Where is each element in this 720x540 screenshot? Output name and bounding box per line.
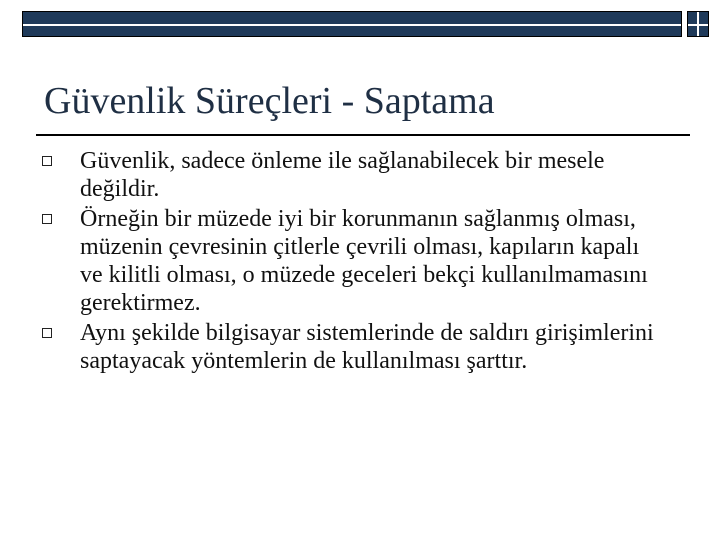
bullet-item (42, 147, 662, 203)
bullet-item (42, 319, 662, 375)
hollow-square-icon (42, 156, 52, 166)
bullet-item (42, 205, 662, 317)
bullet-list (42, 147, 662, 377)
slide-title: Güvenlik Süreçleri - Saptama (44, 80, 495, 122)
bullet-text: Aynı şekilde bilgisayar sistemlerinde de saldırı girişimlerini saptayacak yöntemlerin de kullanılması şarttır. (80, 320, 654, 374)
hollow-square-icon (42, 328, 52, 338)
title-divider (36, 134, 690, 136)
bullet-text: Güvenlik, sadece önleme ile sağlanabilecek bir mesele değildir. (80, 148, 605, 202)
header-corner-box (687, 11, 709, 37)
header-decoration-bar (22, 11, 682, 37)
bullet-text: Örneğin bir müzede iyi bir korunmanın sağlanmış olması, müzenin çevresinin çitlerle çevrili olması, kapıların kapalı ve kilitli olması, o müzede geceleri bekçi kullanılmamasını gerektirmez. (80, 206, 648, 316)
hollow-square-icon (42, 214, 52, 224)
